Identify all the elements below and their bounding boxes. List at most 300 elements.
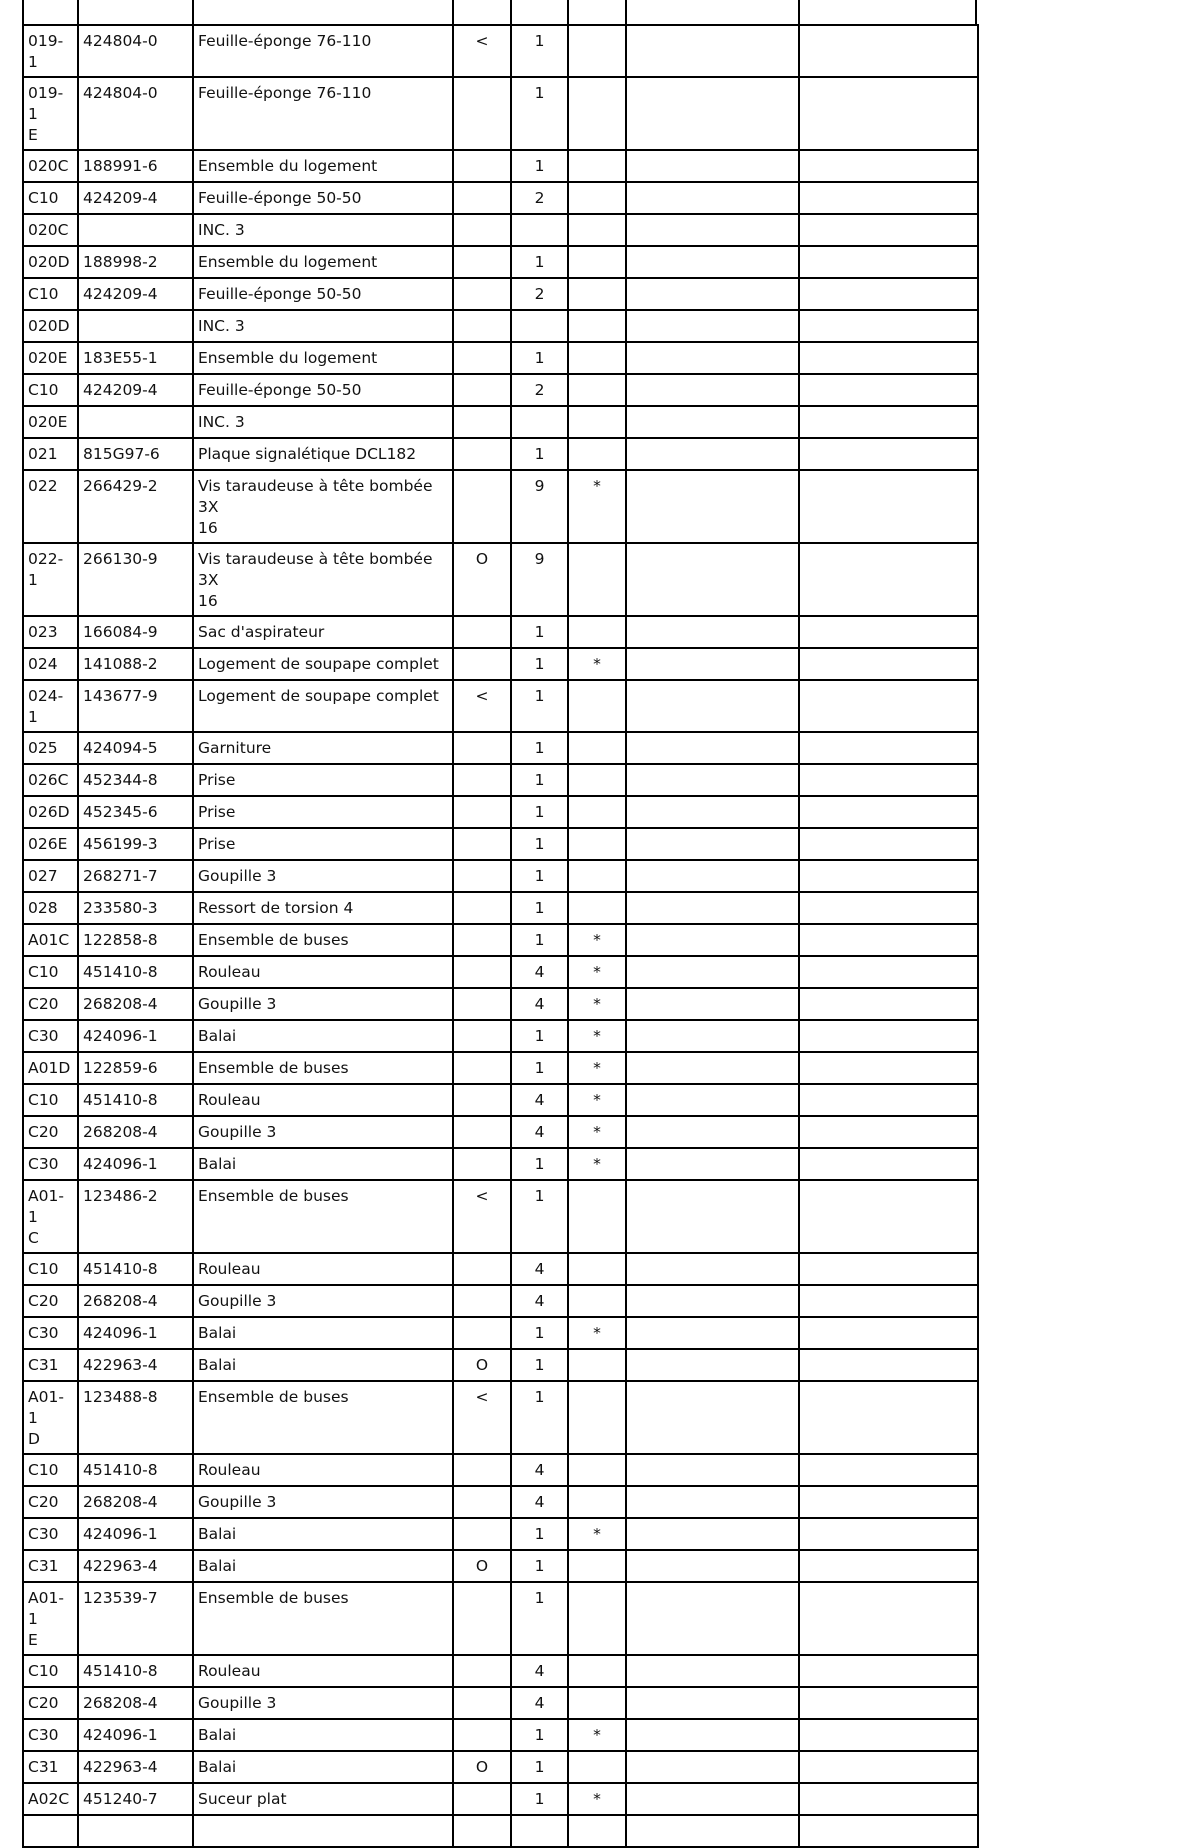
empty-cell xyxy=(799,1052,978,1084)
empty-cell xyxy=(626,1582,799,1655)
part-number-cell: 424096-1 xyxy=(78,1518,193,1550)
empty-cell xyxy=(626,1180,799,1253)
description-cell: Vis taraudeuse à tête bombée 3X 16 xyxy=(193,470,453,543)
ref-cell: 023 xyxy=(23,616,78,648)
ref-cell: C10 xyxy=(23,1454,78,1486)
empty-cell xyxy=(626,764,799,796)
note-cell xyxy=(453,150,511,182)
quantity-cell: 1 xyxy=(511,1180,568,1253)
quantity-cell: 4 xyxy=(511,1486,568,1518)
note-cell: O xyxy=(453,1751,511,1783)
empty-cell xyxy=(626,1052,799,1084)
table-row xyxy=(23,374,978,406)
flag-cell xyxy=(568,182,626,214)
description-cell: Ensemble du logement xyxy=(193,246,453,278)
note-cell xyxy=(453,438,511,470)
table-row xyxy=(23,956,978,988)
table-row xyxy=(23,1349,978,1381)
ref-cell: A01C xyxy=(23,924,78,956)
empty-cell xyxy=(799,1253,978,1285)
description-cell: Balai xyxy=(193,1518,453,1550)
flag-cell xyxy=(568,1550,626,1582)
part-number-cell: 143677-9 xyxy=(78,680,193,732)
empty-cell xyxy=(626,342,799,374)
note-cell xyxy=(453,1148,511,1180)
empty-cell xyxy=(799,77,978,150)
description-cell: Goupille 3 xyxy=(193,1687,453,1719)
empty-cell xyxy=(626,680,799,732)
flag-cell: * xyxy=(568,1084,626,1116)
flag-cell xyxy=(568,543,626,616)
note-cell xyxy=(453,828,511,860)
note-cell xyxy=(453,1783,511,1815)
part-number-cell: 268271-7 xyxy=(78,860,193,892)
flag-cell xyxy=(568,732,626,764)
part-number-cell: 268208-4 xyxy=(78,1116,193,1148)
quantity-cell: 1 xyxy=(511,1518,568,1550)
empty-cell xyxy=(626,924,799,956)
note-cell: < xyxy=(453,1180,511,1253)
empty-cell xyxy=(799,732,978,764)
table-row xyxy=(23,1116,978,1148)
note-cell xyxy=(453,616,511,648)
description-cell: Ensemble de buses xyxy=(193,1180,453,1253)
flag-cell xyxy=(568,246,626,278)
part-number-cell: 424209-4 xyxy=(78,182,193,214)
note-cell xyxy=(453,764,511,796)
table-row xyxy=(23,1582,978,1655)
note-cell xyxy=(453,278,511,310)
note-cell xyxy=(453,1582,511,1655)
ref-cell: 026D xyxy=(23,796,78,828)
quantity-cell: 1 xyxy=(511,1751,568,1783)
description-cell: Logement de soupape complet xyxy=(193,680,453,732)
empty-cell xyxy=(626,892,799,924)
flag-cell xyxy=(568,1582,626,1655)
empty-cell xyxy=(626,860,799,892)
empty-cell xyxy=(799,182,978,214)
part-number-cell: 815G97-6 xyxy=(78,438,193,470)
part-number-cell: 422963-4 xyxy=(78,1751,193,1783)
part-number-cell: 123488-8 xyxy=(78,1381,193,1454)
empty-cell xyxy=(799,1550,978,1582)
part-number-cell: 266130-9 xyxy=(78,543,193,616)
part-number-cell: 452344-8 xyxy=(78,764,193,796)
empty-cell xyxy=(799,470,978,543)
table-row xyxy=(23,1518,978,1550)
ref-cell: C20 xyxy=(23,1285,78,1317)
empty-cell xyxy=(626,1116,799,1148)
empty-cell xyxy=(799,1783,978,1815)
ref-cell: A01-1 D xyxy=(23,1381,78,1454)
table-row xyxy=(23,1052,978,1084)
part-number-cell: 424209-4 xyxy=(78,374,193,406)
ref-cell: 027 xyxy=(23,860,78,892)
ref-cell: C20 xyxy=(23,988,78,1020)
ref-cell: C20 xyxy=(23,1486,78,1518)
description-cell: Rouleau xyxy=(193,1454,453,1486)
flag-cell xyxy=(568,1285,626,1317)
flag-cell xyxy=(568,764,626,796)
empty-cell xyxy=(799,796,978,828)
quantity-cell: 4 xyxy=(511,1084,568,1116)
description-cell: Balai xyxy=(193,1317,453,1349)
quantity-cell: 2 xyxy=(511,374,568,406)
quantity-cell: 4 xyxy=(511,1285,568,1317)
part-number-cell: 452345-6 xyxy=(78,796,193,828)
quantity-cell: 1 xyxy=(511,1052,568,1084)
quantity-cell: 1 xyxy=(511,764,568,796)
empty-cell xyxy=(626,182,799,214)
flag-cell xyxy=(568,616,626,648)
description-cell: INC. 3 xyxy=(193,310,453,342)
empty-cell xyxy=(626,988,799,1020)
ref-cell: C10 xyxy=(23,1084,78,1116)
quantity-cell: 1 xyxy=(511,438,568,470)
empty-cell xyxy=(799,860,978,892)
empty-cell xyxy=(626,246,799,278)
part-number-cell: 424094-5 xyxy=(78,732,193,764)
note-cell xyxy=(453,470,511,543)
ref-cell: C30 xyxy=(23,1148,78,1180)
part-number-cell: 422963-4 xyxy=(78,1349,193,1381)
part-number-cell xyxy=(78,214,193,246)
ref-cell: 025 xyxy=(23,732,78,764)
flag-cell xyxy=(568,214,626,246)
description-cell: Prise xyxy=(193,796,453,828)
flag-cell xyxy=(568,1454,626,1486)
part-number-cell: 424096-1 xyxy=(78,1719,193,1751)
quantity-cell: 2 xyxy=(511,182,568,214)
ref-cell: 020E xyxy=(23,406,78,438)
description-cell: Feuille-éponge 76-110 xyxy=(193,77,453,150)
empty-cell xyxy=(799,150,978,182)
table-row xyxy=(23,680,978,732)
part-number-cell: 233580-3 xyxy=(78,892,193,924)
parts-list-sheet xyxy=(22,24,977,1808)
part-number-cell: 451410-8 xyxy=(78,1084,193,1116)
table-row xyxy=(23,1454,978,1486)
empty-cell xyxy=(626,1084,799,1116)
quantity-cell: 1 xyxy=(511,648,568,680)
part-number-cell: 451410-8 xyxy=(78,956,193,988)
ref-cell: 020C xyxy=(23,214,78,246)
parts-table xyxy=(22,24,979,1848)
ref-cell: A01-1 E xyxy=(23,1582,78,1655)
flag-cell xyxy=(568,1815,626,1847)
description-cell: Ensemble de buses xyxy=(193,1052,453,1084)
note-cell xyxy=(453,182,511,214)
ref-cell: 028 xyxy=(23,892,78,924)
description-cell: Ensemble de buses xyxy=(193,1582,453,1655)
description-cell: Rouleau xyxy=(193,956,453,988)
empty-cell xyxy=(799,1116,978,1148)
quantity-cell: 1 xyxy=(511,1148,568,1180)
table-row xyxy=(23,310,978,342)
flag-cell xyxy=(568,1349,626,1381)
part-number-cell: 268208-4 xyxy=(78,1687,193,1719)
part-number-cell: 424096-1 xyxy=(78,1317,193,1349)
quantity-cell: 4 xyxy=(511,988,568,1020)
table-row xyxy=(23,1317,978,1349)
ref-cell: 026E xyxy=(23,828,78,860)
part-number-cell: 451410-8 xyxy=(78,1454,193,1486)
quantity-cell: 1 xyxy=(511,732,568,764)
description-cell: Rouleau xyxy=(193,1655,453,1687)
empty-cell xyxy=(799,956,978,988)
ref-cell: 022 xyxy=(23,470,78,543)
flag-cell: * xyxy=(568,1148,626,1180)
flag-cell: * xyxy=(568,988,626,1020)
flag-cell xyxy=(568,860,626,892)
note-cell: O xyxy=(453,1349,511,1381)
part-number-cell: 141088-2 xyxy=(78,648,193,680)
empty-cell xyxy=(626,1381,799,1454)
table-row xyxy=(23,1148,978,1180)
empty-cell xyxy=(626,732,799,764)
ref-cell xyxy=(23,1815,78,1847)
empty-cell xyxy=(626,1751,799,1783)
empty-cell xyxy=(799,310,978,342)
description-cell: Feuille-éponge 50-50 xyxy=(193,278,453,310)
empty-cell xyxy=(799,1815,978,1847)
flag-cell xyxy=(568,1655,626,1687)
ref-cell: 019-1 xyxy=(23,25,78,77)
table-row xyxy=(23,1815,978,1847)
part-number-cell: 424209-4 xyxy=(78,278,193,310)
empty-cell xyxy=(799,988,978,1020)
table-row xyxy=(23,764,978,796)
part-number-cell: 424804-0 xyxy=(78,25,193,77)
part-number-cell: 456199-3 xyxy=(78,828,193,860)
flag-cell xyxy=(568,680,626,732)
note-cell xyxy=(453,1518,511,1550)
flag-cell xyxy=(568,1253,626,1285)
part-number-cell: 451410-8 xyxy=(78,1253,193,1285)
description-cell: INC. 3 xyxy=(193,406,453,438)
part-number-cell: 166084-9 xyxy=(78,616,193,648)
table-row xyxy=(23,214,978,246)
part-number-cell: 122859-6 xyxy=(78,1052,193,1084)
note-cell xyxy=(453,1655,511,1687)
flag-cell: * xyxy=(568,956,626,988)
quantity-cell: 1 xyxy=(511,1582,568,1655)
empty-cell xyxy=(626,374,799,406)
ref-cell: A02C xyxy=(23,1783,78,1815)
description-cell: Goupille 3 xyxy=(193,988,453,1020)
ref-cell: C10 xyxy=(23,1253,78,1285)
ref-cell: A01-1 C xyxy=(23,1180,78,1253)
ref-cell: C31 xyxy=(23,1349,78,1381)
empty-cell xyxy=(799,1582,978,1655)
quantity-cell: 1 xyxy=(511,924,568,956)
table-row xyxy=(23,246,978,278)
empty-cell xyxy=(799,342,978,374)
description-cell: Garniture xyxy=(193,732,453,764)
flag-cell: * xyxy=(568,924,626,956)
empty-cell xyxy=(626,1550,799,1582)
table-row xyxy=(23,406,978,438)
empty-cell xyxy=(626,1148,799,1180)
empty-cell xyxy=(799,214,978,246)
flag-cell xyxy=(568,1381,626,1454)
empty-cell xyxy=(626,77,799,150)
ref-cell: 019-1 E xyxy=(23,77,78,150)
flag-cell xyxy=(568,278,626,310)
note-cell: < xyxy=(453,25,511,77)
empty-cell xyxy=(626,1349,799,1381)
empty-cell xyxy=(626,1783,799,1815)
part-number-cell: 183E55-1 xyxy=(78,342,193,374)
quantity-cell: 1 xyxy=(511,680,568,732)
ref-cell: 020D xyxy=(23,310,78,342)
note-cell xyxy=(453,796,511,828)
table-row xyxy=(23,342,978,374)
empty-cell xyxy=(626,1518,799,1550)
table-row xyxy=(23,860,978,892)
ref-cell: C30 xyxy=(23,1719,78,1751)
empty-cell xyxy=(799,1518,978,1550)
table-row xyxy=(23,470,978,543)
ref-cell: C10 xyxy=(23,1655,78,1687)
empty-cell xyxy=(799,1381,978,1454)
ref-cell: C31 xyxy=(23,1550,78,1582)
description-cell: Goupille 3 xyxy=(193,860,453,892)
description-cell: INC. 3 xyxy=(193,214,453,246)
description-cell: Feuille-éponge 76-110 xyxy=(193,25,453,77)
part-number-cell xyxy=(78,406,193,438)
empty-cell xyxy=(626,214,799,246)
ref-cell: C30 xyxy=(23,1020,78,1052)
description-cell: Plaque signalétique DCL182 xyxy=(193,438,453,470)
note-cell xyxy=(453,342,511,374)
table-row xyxy=(23,828,978,860)
empty-cell xyxy=(799,406,978,438)
note-cell xyxy=(453,406,511,438)
empty-cell xyxy=(626,310,799,342)
part-number-cell: 268208-4 xyxy=(78,1486,193,1518)
empty-cell xyxy=(626,1317,799,1349)
part-number-cell: 422963-4 xyxy=(78,1550,193,1582)
table-row xyxy=(23,796,978,828)
quantity-cell xyxy=(511,214,568,246)
flag-cell xyxy=(568,77,626,150)
quantity-cell: 4 xyxy=(511,1454,568,1486)
flag-cell: * xyxy=(568,1116,626,1148)
note-cell xyxy=(453,214,511,246)
ref-cell: C20 xyxy=(23,1116,78,1148)
flag-cell: * xyxy=(568,1020,626,1052)
part-number-cell: 123486-2 xyxy=(78,1180,193,1253)
part-number-cell xyxy=(78,310,193,342)
note-cell: O xyxy=(453,1550,511,1582)
table-row xyxy=(23,1655,978,1687)
note-cell xyxy=(453,246,511,278)
quantity-cell: 1 xyxy=(511,1349,568,1381)
empty-cell xyxy=(626,543,799,616)
quantity-cell: 1 xyxy=(511,25,568,77)
empty-cell xyxy=(626,1454,799,1486)
empty-cell xyxy=(626,150,799,182)
note-cell xyxy=(453,860,511,892)
note-cell xyxy=(453,988,511,1020)
empty-cell xyxy=(799,616,978,648)
description-cell: Ressort de torsion 4 xyxy=(193,892,453,924)
ref-cell: C30 xyxy=(23,1317,78,1349)
description-cell: Rouleau xyxy=(193,1084,453,1116)
table-row xyxy=(23,1180,978,1253)
note-cell: < xyxy=(453,1381,511,1454)
empty-cell xyxy=(799,374,978,406)
note-cell: < xyxy=(453,680,511,732)
description-cell: Balai xyxy=(193,1148,453,1180)
description-cell: Goupille 3 xyxy=(193,1116,453,1148)
note-cell xyxy=(453,1052,511,1084)
flag-cell: * xyxy=(568,1783,626,1815)
empty-cell xyxy=(799,648,978,680)
empty-cell xyxy=(626,1486,799,1518)
description-cell: Logement de soupape complet xyxy=(193,648,453,680)
table-row xyxy=(23,732,978,764)
part-number-cell: 451410-8 xyxy=(78,1655,193,1687)
note-cell: O xyxy=(453,543,511,616)
table-row xyxy=(23,616,978,648)
flag-cell xyxy=(568,25,626,77)
empty-cell xyxy=(799,1285,978,1317)
description-cell: Ensemble de buses xyxy=(193,924,453,956)
note-cell xyxy=(453,1486,511,1518)
flag-cell xyxy=(568,892,626,924)
ref-cell: C10 xyxy=(23,956,78,988)
empty-cell xyxy=(626,438,799,470)
part-number-cell: 188991-6 xyxy=(78,150,193,182)
table-row xyxy=(23,1020,978,1052)
flag-cell xyxy=(568,438,626,470)
flag-cell xyxy=(568,374,626,406)
empty-cell xyxy=(626,1253,799,1285)
quantity-cell: 4 xyxy=(511,1253,568,1285)
flag-cell xyxy=(568,342,626,374)
note-cell xyxy=(453,648,511,680)
table-row xyxy=(23,182,978,214)
empty-cell xyxy=(799,25,978,77)
table-top-continuation xyxy=(22,0,977,24)
part-number-cell: 266429-2 xyxy=(78,470,193,543)
quantity-cell: 2 xyxy=(511,278,568,310)
quantity-cell: 1 xyxy=(511,616,568,648)
ref-cell: C20 xyxy=(23,1687,78,1719)
part-number-cell: 122858-8 xyxy=(78,924,193,956)
table-row xyxy=(23,1751,978,1783)
flag-cell: * xyxy=(568,470,626,543)
ref-cell: 021 xyxy=(23,438,78,470)
ref-cell: 026C xyxy=(23,764,78,796)
empty-cell xyxy=(799,924,978,956)
empty-cell xyxy=(626,25,799,77)
description-cell: Goupille 3 xyxy=(193,1285,453,1317)
table-row xyxy=(23,1719,978,1751)
empty-cell xyxy=(626,1687,799,1719)
flag-cell xyxy=(568,406,626,438)
empty-cell xyxy=(626,1655,799,1687)
flag-cell: * xyxy=(568,1052,626,1084)
empty-cell xyxy=(799,543,978,616)
table-row xyxy=(23,278,978,310)
empty-cell xyxy=(799,278,978,310)
note-cell xyxy=(453,732,511,764)
description-cell: Prise xyxy=(193,828,453,860)
empty-cell xyxy=(799,892,978,924)
